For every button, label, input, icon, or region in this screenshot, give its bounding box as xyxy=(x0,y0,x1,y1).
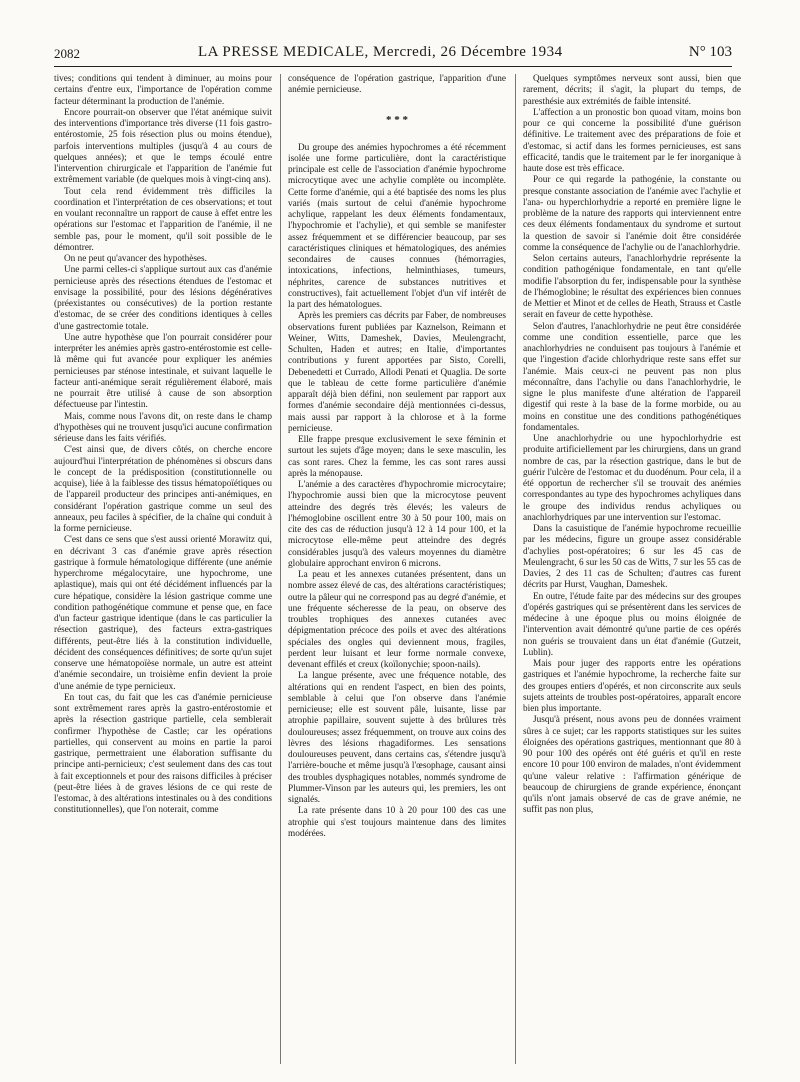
paragraph: Une parmi celles-ci s'applique surtout aux cas d'anémie pernicieuse après des résections étendues de l'estomac et envisage la possibilité, pour des lésions dégénératives (préexistantes ou consécutives) de la portion restante d'estomac, de se créer des conditions identiques à celles d'une gastrectomie totale. xyxy=(54,265,272,332)
paragraph: La rate présente dans 10 à 20 pour 100 des cas une atrophie qui s'est toujours maintenue dans des limites modérées. xyxy=(288,806,506,839)
paragraph: C'est dans ce sens que s'est aussi orienté Morawitz qui, en décrivant 3 cas d'anémie grave après résection gastrique à formule hématologique différente (une anémie hyperchrome mégalocytaire, une hypochrome, une aplastique), mais qui ont été décidément influencés par la cure hépatique, considère la lésion gastrique comme une condition pathogénétique commune et pense que, en face d'un facteur gastrique identique (dans le cas particulier la résection gastrique), des facteurs extra-gastriques différents, peut-être liés à la constitution individuelle, décident des conséquences définitives; de sorte qu'un sujet conserve une hématopoïèse normale, un autre est atteint d'anémie secondaire, un troisième enfin devient la proie d'une anémie de type pernicieux. xyxy=(54,535,272,692)
text-column-2 xyxy=(288,74,506,1074)
paragraph: conséquence de l'opération gastrique, l'apparition d'une anémie pernicieuse. xyxy=(288,74,506,96)
header-rule xyxy=(54,66,732,67)
paragraph: Tout cela rend évidemment très difficiles la coordination et l'interprétation de ces observations; et tout en voulant reconnaître un rapport de cause à effet entre les opérations sur l'estomac et l'apparition de l'anémie, il ne semble pas, pour le moment, qu'il soit possible de le démontrer. xyxy=(54,186,272,253)
paragraph: Dans la casuistique de l'anémie hypochrome recueillie par les médecins, figure un groupe assez considérable d'achylies post-opératoires; 6 sur les 45 cas de Meulengracht, 6 sur les 50 cas de Witts, 7 sur les 55 cas de Davies, 2 des 11 cas de Schulten; d'autres cas furent décrits par Hurst, Vaughan, Dameshek. xyxy=(523,524,741,591)
column-divider xyxy=(280,74,281,1064)
issue-number: N° 103 xyxy=(688,44,732,60)
paragraph: C'est ainsi que, de divers côtés, on cherche encore aujourd'hui l'interprétation de phénomènes si obscurs dans le concept de la prédisposition (constitutionnelle ou acquise), liée à la faiblesse des tissus hématopoïétiques ou de l'appareil producteur des principes anti-anémiques, en considérant l'opération gastrique comme un seul des anneaux, peu faciles à spécifier, de la chaîne qui conduit à la forme pernicieuse. xyxy=(54,445,272,534)
section-separator: * * * xyxy=(386,113,408,126)
paragraph: Du groupe des anémies hypochromes a été récemment isolée une forme particulière, dont la caractéristique principale est celle de l'association d'anémie hypochrome microcytique avec une achylie complète ou incomplète. Cette forme d'anémie, qui a été baptisée des noms les plus variés (mais surtout de celui d'anémie hypochrome achylique, rappelant les deux éléments fondamentaux, l'hypochromie et l'achylie), et qui semble se manifester assez fréquemment et se différencier beaucoup, par ses caractéristiques cliniques et hématologiques, des anémies secondaires de causes connues (hémorragies, intoxications, infections, helminthiases, tumeurs, néphrites, carence de substances nutritives et constructives), fait actuellement l'objet d'un vif intérêt de la part des hématologues. xyxy=(288,142,506,310)
running-header xyxy=(54,44,732,64)
journal-title: LA PRESSE MEDICALE, Mercredi, 26 Décembre 1934 xyxy=(198,44,563,60)
paragraph: La langue présente, avec une fréquence notable, des altérations qui en rendent l'aspect, en bien des points, semblable à celui que l'on observe dans l'anémie pernicieuse; elle est souvent pâle, luisante, lisse par atrophie papillaire, souvent sujette à des brûlures très douloureuses; assez fréquemment, on trouve aux coins des lèvres des lésions rhagadiformes. Les sensations douloureuses peuvent, dans certains cas, s'étendre jusqu'à l'arrière-bouche et même jusqu'à l'œsophage, causant ainsi des troubles dysphagiques notables, nommés syndrome de Plummer-Vinson par les auteurs qui, les premiers, les ont signalés. xyxy=(288,671,506,805)
paragraph: En tout cas, du fait que les cas d'anémie pernicieuse sont extrêmement rares après la gastro-entérostomie et après la résection gastrique partielle, cela semblerait confirmer l'hypothèse de Castle; car les opérations partielles, qui conservent au moins en partie la paroi gastrique, permettraient une élaboration suffisante du principe anti-pernicieux; c'est seulement dans des cas tout à fait exceptionnels et pour des raisons difficiles à préciser (peut-être liées à de graves lésions de ce qui reste de l'estomac, à des altérations intestinales ou à des conditions constitutionnelles), que l'on noterait, comme xyxy=(54,692,272,816)
paragraph: La peau et les annexes cutanées présentent, dans un nombre assez élevé de cas, des altérations caractéristiques; outre la pâleur qui ne correspond pas au degré d'anémie, et une fréquente sécheresse de la peau, on observe des troubles trophiques des annexes cutanées avec dépigmentation précoce des poils et avec des altérations spéciales des ongles qui deviennent mous, fragiles, perdent leur luisant et leur forme normale convexe, devenant effilés et creux (koïlonychie; spoon-nails). xyxy=(288,570,506,670)
paragraph: L'affection a un pronostic bon quoad vitam, moins bon pour ce qui concerne la possibilité d'une guérison définitive. Le traitement avec des préparations de foie et d'estomac, si actif dans les formes pernicieuses, est sans efficacité, tandis que le traitement par le fer inorganique à haute dose est très efficace. xyxy=(523,107,741,174)
paragraph: On ne peut qu'avancer des hypothèses. xyxy=(64,254,207,264)
paragraph: Encore pourrait-on observer que l'état anémique suivit des interventions d'importance très diverse (11 fois gastro-entérostomie, 25 fois résection plus ou moins étendue), parfois interventions multiples (jusqu'à 4 au cours de quelques années); et que le temps écoulé entre l'intervention chirurgicale et l'apparition de l'anémie fut extrêmement variable (de quelques mois à vingt-cinq ans). xyxy=(54,107,272,186)
paragraph: Elle frappe presque exclusivement le sexe féminin et surtout les sujets d'âge moyen; dans le sexe masculin, les cas sont rares. Chez la femme, les cas sont rares aussi après la ménopause. xyxy=(288,435,506,479)
paragraph: Jusqu'à présent, nous avons peu de données vraiment sûres à ce sujet; car les rapports statistiques sur les suites éloignées des opérations gastriques, mentionnant que 80 à 90 pour 100 des opérés ont été guéris et qu'il en reste encore 10 pour 100 environ de malades, n'ont évidemment qu'une valeur relative : l'affirmation générique de beaucoup de chirurgiens de grande expérience, énonçant qu'ils n'ont jamais observé de cas de grave anémie, ne suffit pas non plus, xyxy=(523,715,741,816)
paragraph: Une anachlorhydrie ou une hypochlorhydrie est produite artificiellement par les chirurgiens, dans un grand nombre de cas, par la résection gastrique, dans le but de guérir l'ulcère de l'estomac et du duodénum. Pour cela, il a été opportun de rechercher s'il se trouvait des anémies correspondantes au type des hypochromes achyliques dans le groupe des individus rendus achyliques ou anachlorhydriques par une intervention sur l'estomac. xyxy=(523,434,741,523)
paragraph: L'anémie a des caractères d'hypochromie microcytaire; l'hypochromie aussi bien que la microcytose peuvent atteindre des degrés très élevés; les valeurs de l'hémoglobine oscillent entre 30 à 50 pour 100, mais on cite des cas de réduction jusqu'à 12 à 14 pour 100, et la microcytose elle-même peut atteindre des degrés considérables jusqu'à des valeurs moyennes du diamètre globulaire approchant environ 6 microns. xyxy=(288,480,506,569)
column-divider xyxy=(515,74,516,1064)
paragraph: Quelques symptômes nerveux sont aussi, bien que rarement, décrits; il s'agit, la plupart du temps, de paresthésie aux extrémités de faible intensité. xyxy=(523,74,741,107)
paragraph: Mais, comme nous l'avons dit, on reste dans le champ d'hypothèses qui ne trouvent jusqu'ici aucune confirmation sérieuse dans les faits vérifiés. xyxy=(54,411,272,444)
paragraph: Selon certains auteurs, l'anachlorhydrie représente la condition pathogénique fondamentale, en tant qu'elle modifie l'absorption du fer, indispensable pour la synthèse de l'hémoglobine; le résultat des expériences bien connues de Mettier et Minot et de celles de Heath, Strauss et Castle serait en faveur de cette hypothèse. xyxy=(523,254,741,321)
paragraph: Pour ce qui regarde la pathogénie, la constante ou presque constante association de l'anémie avec l'achylie et l'ana- ou hyperchlorhydrie a reporté en première ligne le problème de la nature des rapports qui interviennent entre ces deux éléments fondamentaux du syndrome et surtout la question de savoir si l'anémie doit être considérée comme la conséquence de l'achylie ou de l'anachlorhydrie. xyxy=(523,175,741,253)
paragraph: Une autre hypothèse que l'on pourrait considérer pour interpréter les anémies après gastro-entérostomie est celle-là même qui fut avancée pour expliquer les anémies pernicieuses par sténose intestinale, et suivant laquelle le facteur anti-anémique serait régulièrement élaboré, mais ne pourrait être utilisé à cause de son absorption défectueuse par l'intestin. xyxy=(54,332,272,411)
text-column-1 xyxy=(54,74,272,1074)
paragraph: tives; conditions qui tendent à diminuer, au moins pour certains d'entre eux, l'importance de l'opération comme facteur déterminant la production de l'anémie. xyxy=(54,74,272,107)
paragraph: Selon d'autres, l'anachlorhydrie ne peut être considérée comme une condition essentielle, parce que les anachlorhydries ne conduisent pas toujours à l'anémie et que l'ingestion d'acide chlorhydrique reste sans effet sur l'anémie. Mais ceux-ci ne peuvent pas non plus méconnaître, dans l'achylie ou dans l'anachlorhydrie, le signe le plus manifeste d'une altération de l'appareil digestif qui reste à la base de la forme morbide, ou au moins en constitue une des conditions pathogénétiques fondamentales. xyxy=(523,321,741,433)
paragraph: En outre, l'étude faite par des médecins sur des groupes d'opérés gastriques qui se présentèrent dans les services de médecine à une époque plus ou moins éloignée de l'intervention avait démontré qu'une partie de ces opérés non guéris se trouvaient dans un état d'anémie (Gutzeit, Lublin). xyxy=(523,591,741,658)
page-number: 2082 xyxy=(54,46,80,61)
text-column-3 xyxy=(523,74,741,1074)
paragraph: Mais pour juger des rapports entre les opérations gastriques et l'anémie hypochrome, la recherche faite sur des groupes entiers d'opérés, et non circonscrite aux seuls sujets atteints de troubles post-opératoires, apparaît encore bien plus importante. xyxy=(523,659,741,714)
paragraph: Après les premiers cas décrits par Faber, de nombreuses observations furent publiées par Kaznelson, Reimann et Weiner, Witts, Dameshek, Davies, Meulengracht, Schulten, Haden et autres; en Italie, d'importantes contributions y furent apportées par Sisto, Corelli, Debenedetti et Currado, Allodi Penati et Quaglia. De sorte que le tableau de cette forme particulière d'anémie apparaît déjà bien défini, non seulement par rapport aux formes d'anémie secondaire déjà mentionnées ci-dessus, mais aussi par rapport à la chlorose et à la forme pernicieuse. xyxy=(288,311,506,434)
